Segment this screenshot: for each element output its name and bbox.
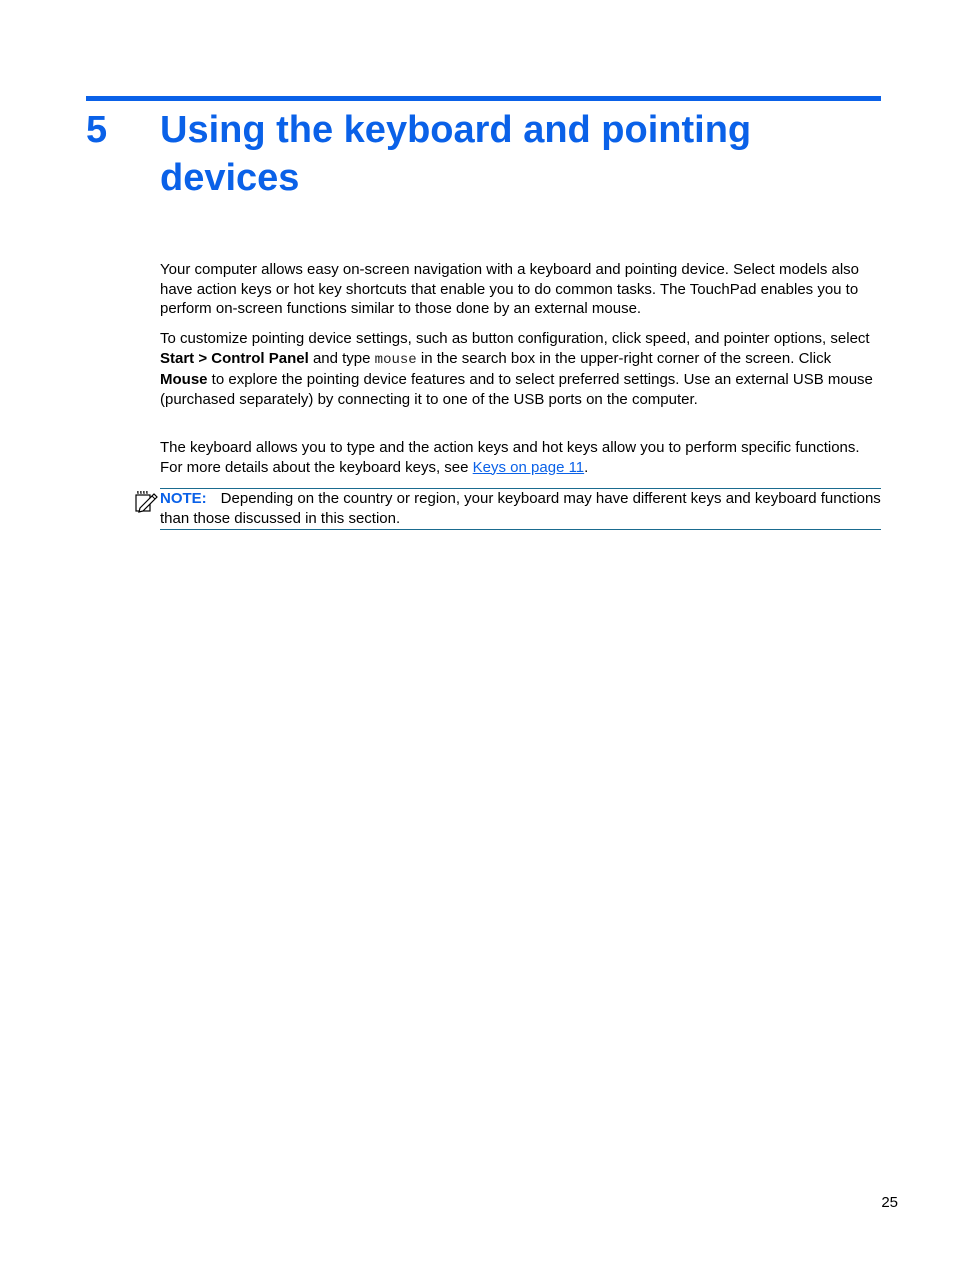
text-span: and type (308, 349, 375, 367)
note-box (160, 488, 881, 530)
chapter-title: Using the keyboard and pointing devices (160, 109, 752, 199)
mouse-item: Mouse (160, 371, 208, 388)
keyboard-paragraph (160, 438, 882, 477)
intro-paragraph: Your computer allows easy on-screen navigation with a keyboard and pointing device. Select models also have action keys or hot key shortcuts that enable you to do common tasks. The TouchPad enables you to perform on-screen functions similar to those done by an external mouse. (160, 261, 860, 317)
note-text: Depending on the country or region, your keyboard may have different keys and keyboard functions than those discussed in this section. (160, 490, 881, 527)
text-span: The keyboard allows you to type and the action keys and hot keys allow you to perform specific functions. For more details about the keyboard keys, see (160, 439, 860, 476)
page-number: 25 (881, 1194, 898, 1211)
menu-path: Start > Control Panel (160, 349, 309, 367)
text-span: in the search box in the upper-right corner of the screen. Click (416, 349, 832, 367)
pointing-settings-paragraph (160, 329, 882, 409)
note-label: NOTE: (160, 490, 207, 507)
keys-page-link[interactable]: Keys on page 11 (472, 458, 585, 476)
note-pencil-icon (134, 489, 158, 513)
chapter-rule (86, 96, 881, 101)
text-span: . (584, 458, 589, 476)
text-span: to explore the pointing device features and to select preferred settings. Use an external USB mouse (purchased separately) by connecting it to one of the USB ports on the computer. (160, 371, 873, 408)
search-term: mouse (374, 351, 417, 368)
chapter-number: 5 (86, 109, 108, 151)
text-span: To customize pointing device settings, such as button configuration, click speed, and pointer options, select (160, 330, 870, 347)
